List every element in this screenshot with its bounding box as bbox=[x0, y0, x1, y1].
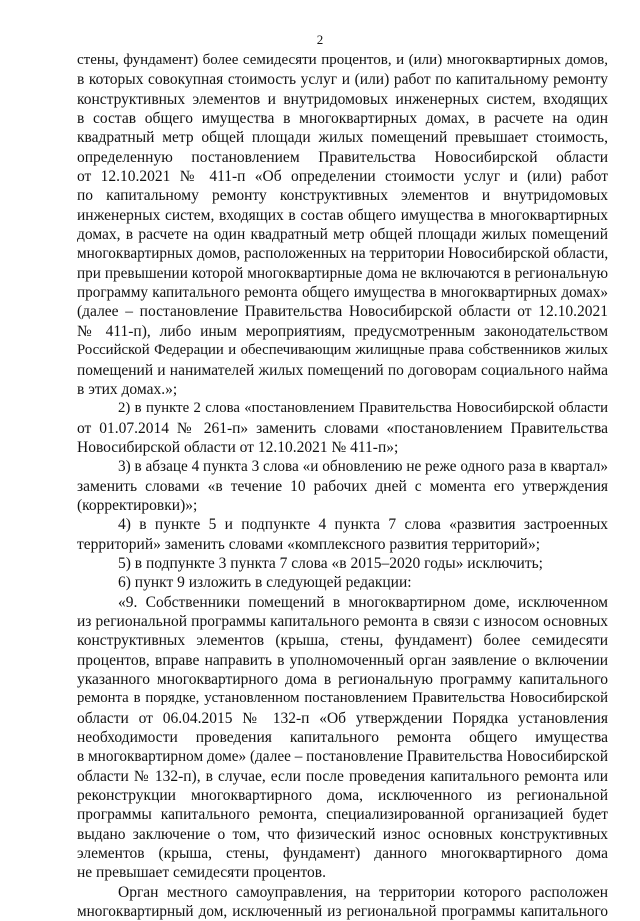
text-line: указанного многоквартирного дома в региональную программу капитального bbox=[77, 671, 608, 688]
text-line: области № 132-п), в случае, если после проведения капитального ремонта или bbox=[77, 767, 608, 785]
text-line: стены, фундамент) более семидесяти процентов, и (или) многоквартирных домов, bbox=[77, 52, 608, 68]
text-line: домах, в расчете на один квадратный метр общей площади жилых помещений bbox=[77, 226, 608, 244]
document-body bbox=[77, 51, 608, 921]
text-line: программу капитального ремонта общего имущества в многоквартирных домах» bbox=[77, 284, 608, 302]
text-line: 5) в подпункте 3 пункта 7 слова «в 2015–2020 годы» исключить; bbox=[118, 554, 543, 572]
text-line: помещений и нанимателей жилых помещений по договорам социального найма bbox=[77, 361, 608, 379]
text-line: (далее – постановление Правительства Новосибирской области от 12.10.2021 bbox=[77, 303, 608, 321]
text-line: процентов, вправе направить в уполномоченный орган заявление о включении bbox=[77, 651, 608, 669]
text-line: 3) в абзаце 4 пункта 3 слова «и обновлению не реже одного раза в квартал» bbox=[118, 458, 609, 476]
text-line: в которых совокупная стоимость услуг и (или) работ по капитальному ремонту bbox=[77, 71, 608, 89]
text-line: элементов (крыша, стены, фундамент) данного многоквартирного дома bbox=[77, 845, 608, 863]
text-line: ремонта в порядке, установленном постановлением Правительства Новосибирской bbox=[77, 690, 608, 707]
text-line: из региональной программы капитального ремонта в связи с износом основных bbox=[77, 612, 608, 630]
text-line: необходимости проведения капитального ремонта общего имущества bbox=[77, 729, 608, 747]
text-line: от 01.07.2014 № 261-п» заменить словами «постановлением Правительства bbox=[77, 419, 608, 437]
text-line: территорий» заменить словами «комплексного развития территорий»; bbox=[77, 535, 541, 553]
text-line: инженерных систем, входящих в состав общего имущества в многоквартирных bbox=[77, 206, 608, 224]
text-line: Российской Федерации и обеспечивающим жилищные права собственников жилых bbox=[77, 342, 608, 359]
text-line: Новосибирской области от 12.10.2021 № 411-п»; bbox=[77, 438, 399, 456]
text-line: № 411-п), либо иным мероприятиям, предусмотренным законодательством bbox=[77, 322, 608, 340]
text-line: определенную постановлением Правительства Новосибирской области bbox=[77, 148, 608, 166]
text-line: многоквартирный дом, исключенный из региональной программы капитального bbox=[77, 903, 608, 921]
text-line: реконструкции многоквартирного дома, исключенного из региональной bbox=[77, 787, 608, 805]
page-number: 2 bbox=[316, 32, 324, 47]
text-line: области от 06.04.2015 № 132-п «Об утверждении Порядка установления bbox=[77, 709, 608, 727]
text-line: 6) пункт 9 изложить в следующей редакции: bbox=[118, 574, 412, 592]
text-line: в многоквартирном доме» (далее – постановление Правительства Новосибирской bbox=[77, 748, 608, 766]
text-line: конструктивных элементов и внутридомовых инженерных систем, входящих bbox=[77, 90, 608, 108]
text-line: при превышении которой многоквартирные дома не включаются в региональную bbox=[77, 264, 608, 282]
text-line: конструктивных элементов (крыша, стены, фундамент) более семидесяти bbox=[77, 632, 608, 650]
text-line: не превышает семидесяти процентов. bbox=[77, 864, 326, 882]
text-line: заменить словами «в течение 10 рабочих дней с момента его утверждения bbox=[77, 477, 608, 495]
text-line: «9. Собственники помещений в многоквартирном доме, исключенном bbox=[118, 593, 608, 611]
text-line: 4) в пункте 5 и подпункте 4 пункта 7 слова «развития застроенных bbox=[118, 516, 608, 534]
text-line: многоквартирных домов, расположенных на территории Новосибирской области, bbox=[77, 245, 609, 263]
text-line: в этих домах.»; bbox=[77, 380, 178, 398]
text-line: программы капитального ремонта, специализированной организацией будет bbox=[77, 806, 608, 824]
text-line: квадратный метр общей площади жилых помещений превышает стоимость, bbox=[77, 129, 608, 147]
text-line: по капитальному ремонту конструктивных элементов и внутридомовых bbox=[77, 187, 608, 205]
text-line: Орган местного самоуправления, на территории которого расположен bbox=[118, 883, 608, 901]
text-line: в состав общего имущества в многоквартирных домах, в расчете на один bbox=[77, 110, 608, 128]
text-line: от 12.10.2021 № 411-п «Об определении стоимости услуг и (или) работ bbox=[77, 168, 608, 186]
text-line: 2) в пункте 2 слова «постановлением Правительства Новосибирской области bbox=[118, 400, 608, 417]
text-line: выдано заключение о том, что физический износ основных конструктивных bbox=[77, 825, 608, 843]
text-line: (корректировки)»; bbox=[77, 496, 198, 514]
